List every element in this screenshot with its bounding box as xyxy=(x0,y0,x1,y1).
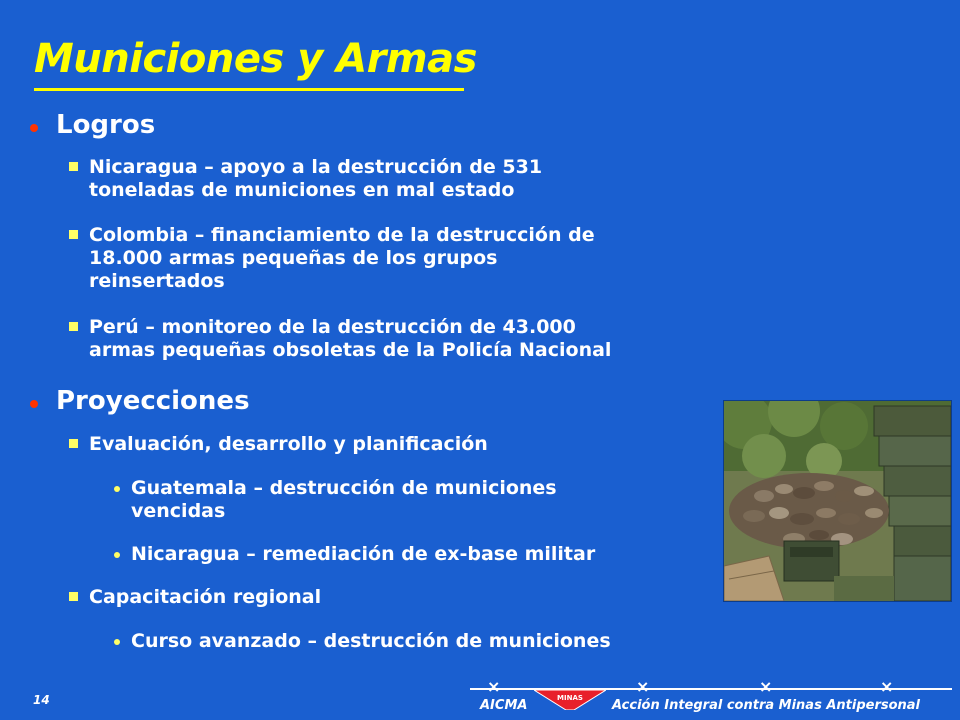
item-bullet xyxy=(69,592,78,601)
item-line: Colombia – financiamiento de la destrucción de xyxy=(89,224,595,246)
subitem-line: Curso avanzado – destrucción de municiones xyxy=(131,630,611,652)
minas-logo xyxy=(534,688,606,710)
item-line: Capacitación regional xyxy=(89,586,322,608)
footer-org: AICMA xyxy=(480,698,528,713)
mine-marker-icon: × xyxy=(880,677,894,696)
item-bullet xyxy=(69,439,78,448)
subitem-line: vencidas xyxy=(131,500,226,522)
item-line: toneladas de municiones en mal estado xyxy=(89,179,515,201)
subitem-bullet xyxy=(114,486,120,492)
page-number: 14 xyxy=(33,693,50,707)
item-line: Perú – monitoreo de la destrucción de 43.000 xyxy=(89,316,576,338)
subitem-line: Nicaragua – remediación de ex-base militar xyxy=(131,543,596,565)
subitem-line: Guatemala – destrucción de municiones xyxy=(131,477,557,499)
item-line: 18.000 armas pequeñas de los grupos xyxy=(89,247,498,269)
footer-tagline: Acción Integral contra Minas Antipersonal xyxy=(612,698,921,713)
item-line: reinsertados xyxy=(89,270,225,292)
item-bullet xyxy=(69,322,78,331)
subitem-bullet xyxy=(114,639,120,645)
item-bullet xyxy=(69,162,78,171)
subitem-bullet xyxy=(114,552,120,558)
mine-marker-icon: × xyxy=(759,677,773,696)
mine-marker-icon: × xyxy=(636,677,650,696)
item-bullet xyxy=(69,230,78,239)
section-heading-proyecciones: Proyecciones xyxy=(56,386,250,416)
munitions-pile-photo xyxy=(723,400,952,602)
item-line: Evaluación, desarrollo y planificación xyxy=(89,433,488,455)
title-underline xyxy=(34,88,464,91)
logo-text: MINAS xyxy=(557,694,583,702)
item-line: armas pequeñas obsoletas de la Policía Nacional xyxy=(89,339,612,361)
section-bullet xyxy=(30,400,38,408)
item-line: Nicaragua – apoyo a la destrucción de 531 xyxy=(89,156,543,178)
mine-marker-icon: × xyxy=(487,677,501,696)
section-heading-logros: Logros xyxy=(56,110,156,140)
slide-title: Municiones y Armas xyxy=(34,36,477,82)
section-bullet xyxy=(30,124,38,132)
